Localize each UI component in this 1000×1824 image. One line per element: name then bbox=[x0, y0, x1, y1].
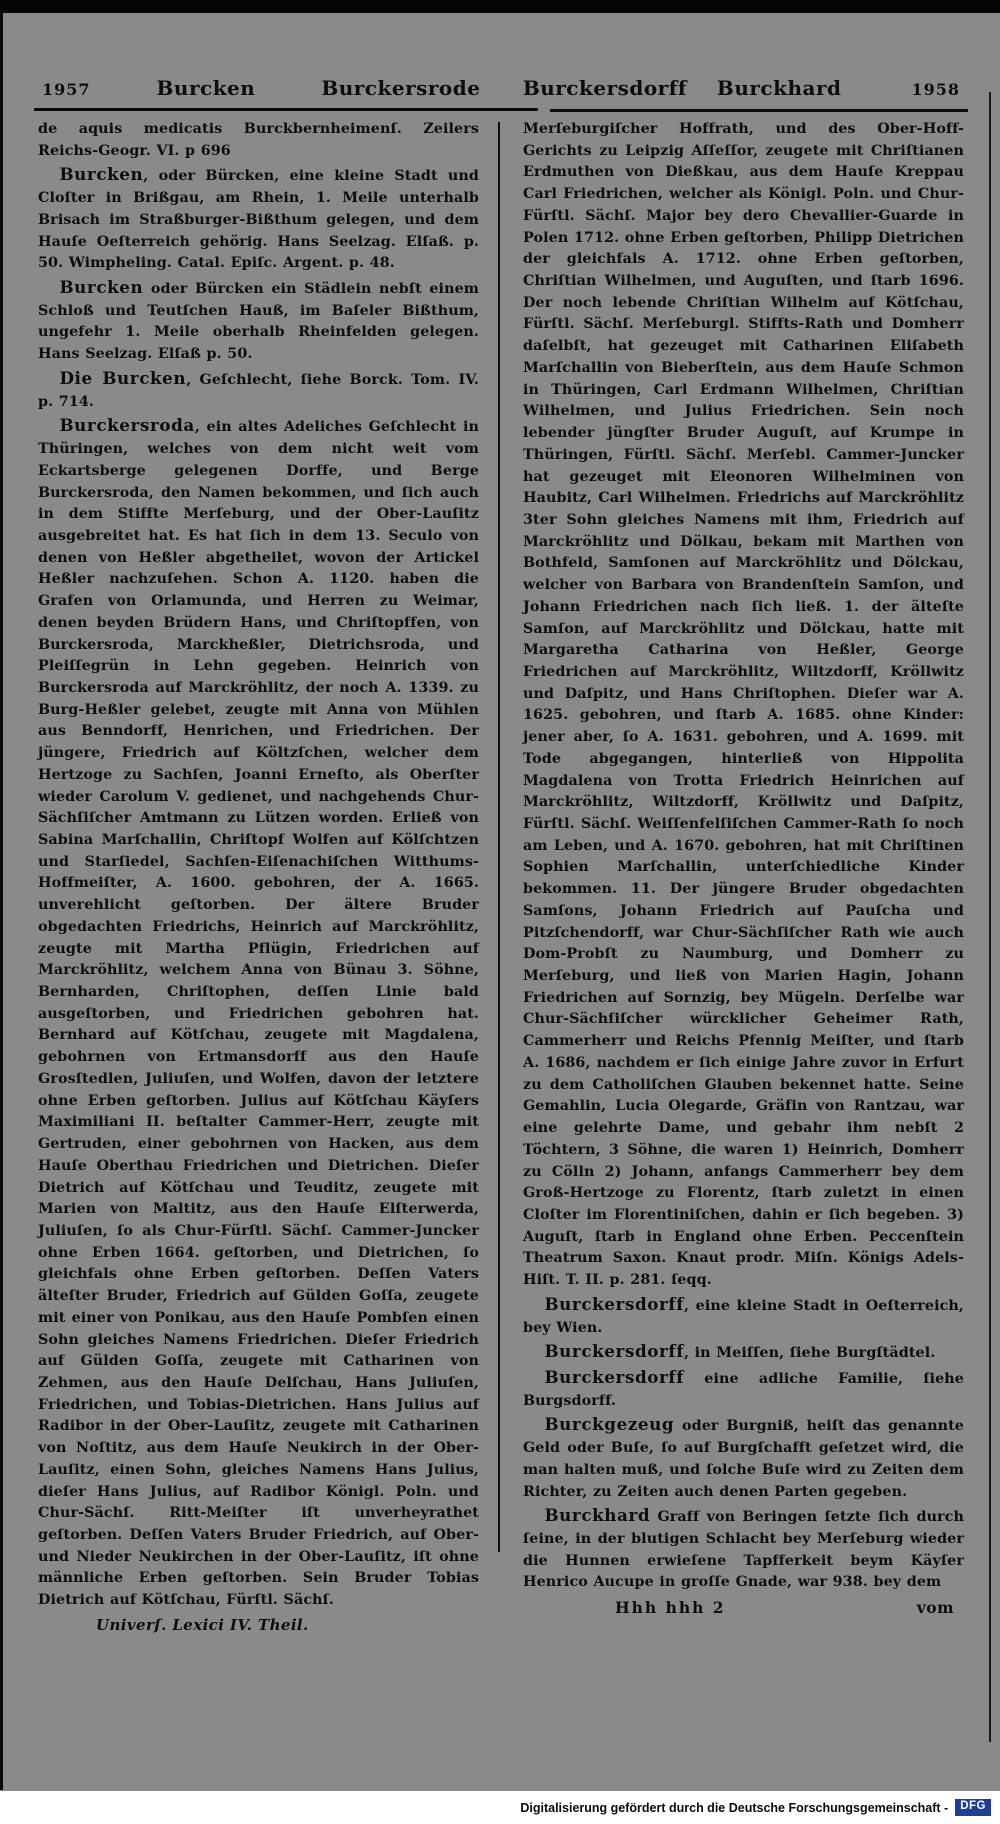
entry-headword: Die Burcken bbox=[59, 367, 187, 388]
signature-mark: Hhh hhh 2 bbox=[615, 1598, 726, 1618]
dfg-logo: DFG bbox=[955, 1799, 991, 1816]
running-headword-burckersrode: Burckersrode bbox=[321, 76, 481, 100]
digitization-credit-bar bbox=[0, 1791, 1000, 1824]
paragraph: Burckhard Graff von Beringen ſetzte ſich durch ſeine, in der blutigen Schlacht bey Merſeburg wieder die Hunnen erwieſene Tapfferkeit beym Käyſer Henrico Aucupe in groſſe Gnade, war 938. bey dem bbox=[523, 1505, 964, 1591]
left-edge-line bbox=[0, 13, 3, 1790]
entry-headword: Burckersroda bbox=[59, 415, 195, 436]
paragraph: Burckersdorff, eine kleine Stadt in Oeſterreich, bey Wien. bbox=[523, 1293, 964, 1336]
running-headword-burckersdorff: Burckersdorff bbox=[522, 76, 687, 100]
top-edge-bar bbox=[0, 0, 1000, 13]
running-header bbox=[0, 0, 1000, 100]
page-number-right: 1958 bbox=[911, 80, 960, 99]
paragraph: Burcken oder Bürcken ein Städlein nebſt einem Schloß und Teutſchen Hauß, im Baſeler Bißthum, ungefehr 1. Meile oberhalb Rheinfelden gelegen. Hans Seelzag. Elſaß p. 50. bbox=[38, 277, 479, 363]
right-edge-line bbox=[989, 92, 991, 1742]
left-column bbox=[38, 119, 479, 1634]
paragraph: de aquis medicatis Burckbernheimenſ. Zeilers Reichs-Geogr. VI. p 696 bbox=[38, 121, 479, 159]
entry-headword: Burckersdorff bbox=[544, 1341, 684, 1362]
entry-headword: Burcken bbox=[59, 164, 144, 185]
paragraph: Merſeburgiſcher Hoffrath, und des Ober-Hoff-Gerichts zu Leipzig Aſſeſſor, zeugete mit Chriſtianen Erdmuthen von Dießkau, aus dem Hauſe Kreppau Carl Friedrichen, welcher als Königl. Poln. und Chur-Fürſtl. Sächſ. Major bey dero Chevallier-Guarde in Polen 1712. ohne Erben geſtorben, Philipp Dietrichen der gleichfals A. 1712. ohne Erben geſtorben, Chriſtian Wilhelmen, und Auguſten, und ſtarb 1696. Der noch lebende Chriſtian Wilhelm auf Kötſchau, Fürſtl. Sächſ. Merſeburgl. Stiffts-Rath und Domherr daſelbſt, hat gezeuget mit Catharinen Eliſabeth Marſchallin von Bieberſtein, aus dem Hauſe Schmon in Thüringen, Carl Erdmann Wilhelmen, Chriſtian Wilhelmen, und Julius Friedrichen. Sein noch lebender jüngſter Bruder Auguſt, auf Krumpe in Thüringen, Fürſtl. Sächſ. Merſebl. Cammer-Juncker hat gezeuget mit Eleonoren Wilhelminen von Haubitz, Carl Wilhelmen. Friedrichs auf Marckröhlitz 3ter Sohn gleiches Namens mit ihm, Friedrich auf Marckröhlitz und Dölkau, bekam mit Marthen von Bothfeld, Samſonen auf Marckröhlitz und Dölckau, welcher von Barbara von Brandenſtein Samſon, und Johann Friedrichen nach ſich ließ. 1. der älteſte Samſon, auf Marckröhlitz und Dölckau, hatte mit Margaretha Catharina von Heßler, George Friedrichen auf Marckröhlitz, Wiltzdorff, Kröllwitz und Daſpitz, und Hans Chriſtophen. Dieſer war A. 1625. gebohren, und ſtarb A. 1685. ohne Kinder: jener aber, ſo A. 1631. gebohren, und A. 1699. mit Tode abgegangen, hinterließ von Hippolita Magdalena von Trotta Friedrich Heinrichen auf Marckröhlitz, Wiltzdorff, Kröllwitz und Daſpitz, Fürſtl. Sächſ. Weiſſenfelſiſchen Cammer-Rath ſo noch am Leben, und A. 1670. gebohren, hat mit Chriſtinen Sophien Marſchallin, unterſchiedliche Kinder bekommen. 11. Der jüngere Bruder obgedachten Samſons, Johann Friedrich auf Pauſcha und Pitzſchendorff, war Chur-Sächſiſcher Rath wie auch Dom-Probſt zu Naumburg, und Domherr zu Merſeburg, und ließ von Marien Hagin, Johann Friedrichen auf Sornzig, bey Mügeln. Derſelbe war Chur-Sächſiſcher würcklicher Geheimer Rath, Cammerherr und Reichs Pfennig Meiſter, und ſtarb A. 1686, nachdem er ſich einige Jahre zuvor in Erfurt zu dem Catholiſchen Glauben bekennet hatte. Seine Gemahlin, Lucia Olegarde, Gräfin von Rantzau, war eine gelehrte Dame, und gebahr ihm nebſt 2 Töchtern, 3 Söhne, die waren 1) Heinrich, Domherr zu Cölln 2) Johann, anfangs Cammerherr bey dem Groß-Hertzoge zu Florentz, ſtarb zuletzt in einen Cloſter im Florentiniſchen, dahin er ſich begeben. 3) Auguſt, ſtarb in England ohne Erben. Peccenſtein Theatrum Saxon. Knaut prodr. Miſn. Königs Adels-Hiſt. T. II. p. 281. ſeqq. bbox=[523, 121, 964, 1289]
paragraph: Burckersroda, ein altes Adeliches Geſchlecht in Thüringen, welches von dem nicht weit vom Eckartsberge gelegenen Dorffe, und Berge Burckersroda, den Namen bekommen, und ſich auch in dem Stiffte Merſeburg, und der Ober-Lauſitz ausgebreitet hat. Es hat ſich in dem 13. Seculo von denen von Heßler abgetheilet, wovon der Artickel Heßler nachzuſehen. Schon A. 1120. haben die Grafen von Orlamunda, und Herren zu Weimar, denen beyden Brüdern Hans, und Chriſtopffen, von Burckersroda, Marckheßler, Dietrichsroda, und Pleiſſegrün in Lehn gegeben. Heinrich von Burckersroda auf Marckröhlitz, der noch A. 1339. zu Burg-Heßler gelebet, zeugte mit Anna von Mühlen aus Benndorff, Henrichen, und Friedrichen. Der jüngere, Friedrich auf Költzſchen, welcher dem Hertzoge zu Sachſen, Joanni Erneſto, als Oberſter wieder Carolum V. gedienet, und nachgehends Chur-Sächſiſcher Amtmann zu Lützen worden. Erließ von Sabina Marſchallin, Chriſtopf Wolfen auf Kölſchtzen und Starſiedel, Sachſen-Eiſenachiſchen Witthums-Hoffmeiſter, A. 1600. gebohren, der A. 1665. unverehlicht geſtorben. Der ältere Bruder obgedachten Friedrichs, Heinrich auf Marckröhlitz, zeugte mit Martha Pflügin, Friedrichen auf Marckröhlitz, welchem Anna von Bünau 3. Söhne, Bernharden, Chriſtophen, deſſen Linie bald ausgeſtorben, und Friedrichen gebohren hat. Bernhard auf Kötſchau, zeugete mit Magdalena, gebohrnen von Ertmansdorff aus den Hauſe Grosſtedlen, Juliuſen, und Wolfen, davon der letztere ohne Erben geſtorben. Julius auf Kötſchau Käyſers Maximiliani II. beſtalter Cammer-Herr, zeugte mit Gertruden, einer gebohrnen von Hacken, aus dem Hauſe Oberthau Friedrichen und Dietrichen. Dieſer Dietrich auf Kötſchau und Teuditz, zeugete mit Marien von Maltitz, aus den Hauſe Elſterwerda, Juliuſen, ſo als Chur-Fürſtl. Sächſ. Cammer-Juncker ohne Erben 1664. geſtorben, und Dietrichen, ſo gleichfals ohne Erben geſtorben. Deſſen Vaters älteſter Bruder, Friedrich auf Gülden Goſſa, zeugete mit einer von Ponikau, aus den Hauſe Pombſen einen Sohn gleiches Namens Friedrichen. Dieſer Friedrich auf Gülden Goſſa, zeugete mit Catharinen von Zehmen, aus den Hauſe Delſchau, Hans Juliuſen, Friedrichen, und Tobias-Dietrichen. Hans Julius auf Radibor in der Ober-Lauſitz, zeugete mit Catharinen von Noſtitz, aus dem Hauſe Neukirch in der Ober-Lauſitz, einen Sohn, gleiches Namens Hans Julius, dieſer Hans Julius, auf Radibor Königl. Poln. und Chur-Sächſ. Ritt-Meiſter iſt unverheyrathet geſtorben. Deſſen Vaters Bruder Friedrich, auf Ober- und Nieder Neukirchen in der Ober-Lauſitz, iſt ohne männliche Erben geſtorben. Sein Bruder Tobias Dietrich auf Kötſchau, Fürſtl. Sächſ. bbox=[38, 415, 479, 1609]
entry-headword: Burckersdorff bbox=[544, 1293, 684, 1314]
volume-note: Univerſ. Lexici IV. Theil. bbox=[96, 1615, 309, 1634]
right-column-text bbox=[523, 119, 964, 1594]
text-columns bbox=[0, 112, 1000, 1634]
header-rule-left-segment bbox=[34, 108, 538, 111]
entry-headword: Burckhard bbox=[544, 1505, 651, 1526]
paragraph: Burckersdorff eine adliche Familie, ſiehe Burgsdorff. bbox=[523, 1366, 964, 1409]
running-headword-burckhard: Burckhard bbox=[716, 76, 842, 100]
paragraph: Burcken, oder Bürcken, eine kleine Stadt und Cloſter in Brißgau, am Rhein, 1. Meile unterhalb Brisach im Straßburger-Bißthum gelegen, und dem Hauſe Oeſterreich gehörig. Hans Seelzag. Elſaß. p. 50. Wimpheling. Catal. Epiſc. Argent. p. 48. bbox=[38, 164, 479, 272]
digitization-credit-text: Digitalisierung gefördert durch die Deutsche Forschungsgemeinschaft - bbox=[520, 1800, 949, 1815]
left-column-text bbox=[38, 119, 479, 1612]
entry-headword: Burckersdorff bbox=[544, 1366, 684, 1387]
paragraph: Burckgezeug oder Burgniß, heiſt das genannte Geld oder Buſe, ſo auf Burgſchafft geſetzet wird, die man halten muß, und ſolche Buſe wird zu Zeiten dem Richter, zu Zeiten auch denen Parten gegeben. bbox=[523, 1414, 964, 1500]
page-number-left: 1957 bbox=[42, 80, 91, 99]
signature-row bbox=[523, 1594, 964, 1617]
right-column bbox=[523, 119, 964, 1634]
running-headword-burcken: Burcken bbox=[156, 76, 256, 100]
entry-headword: Burcken bbox=[59, 277, 144, 298]
paragraph: Die Burcken, Geſchlecht, ſiehe Borck. Tom. IV. p. 714. bbox=[38, 367, 480, 410]
column-divider-rule bbox=[498, 122, 500, 1552]
catchword: vom bbox=[916, 1598, 954, 1618]
paragraph: Burckersdorff, in Meiſſen, ſiehe Burgſtädtel. bbox=[544, 1341, 936, 1362]
entry-headword: Burckgezeug bbox=[544, 1414, 675, 1435]
header-rule-right-segment bbox=[550, 109, 968, 112]
